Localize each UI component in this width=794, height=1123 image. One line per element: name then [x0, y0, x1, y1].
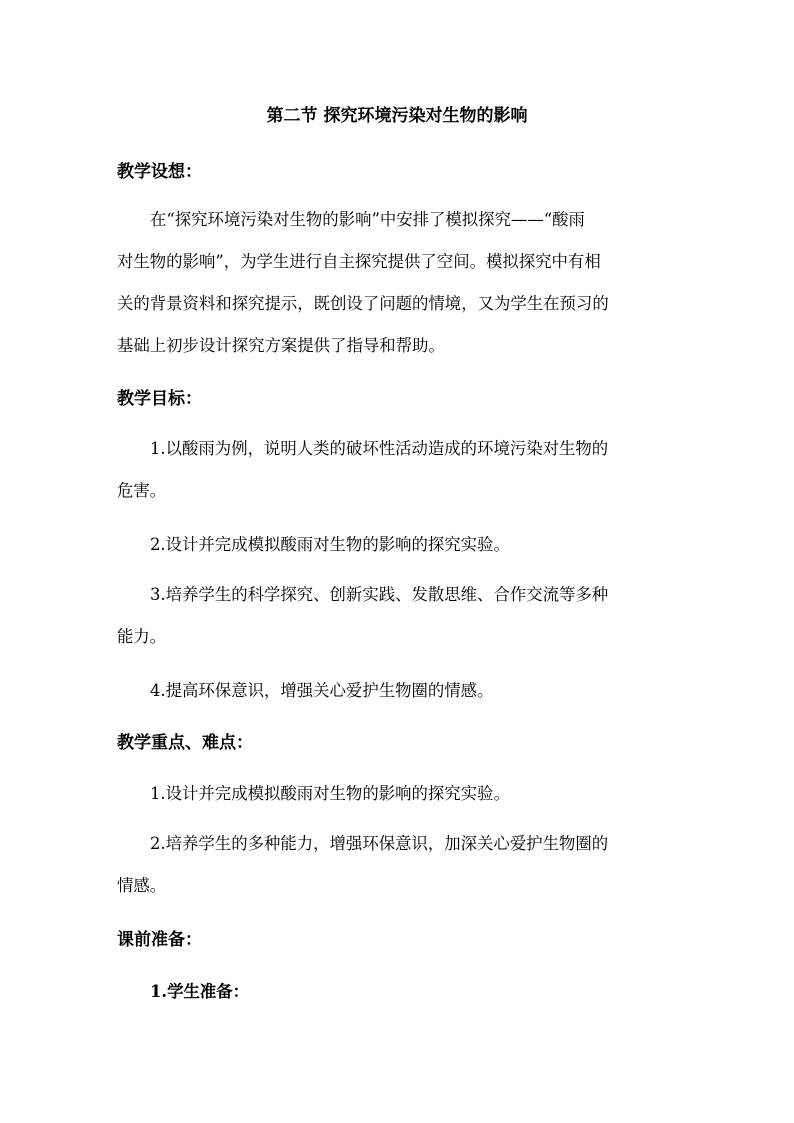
- paragraph-line: 基础上初步设计探究方案提供了指导和帮助。: [117, 336, 445, 355]
- list-item-line: 2.培养学生的多种能力，增强环保意识，加深关心爱护生物圈的: [150, 834, 609, 853]
- list-item-line: 情感。: [117, 876, 167, 895]
- list-item-line: 能力。: [117, 627, 167, 646]
- list-item-line: 1.以酸雨为例，说明人类的破坏性活动造成的环境污染对生物的: [150, 439, 609, 458]
- section-heading-design: 教学设想：: [117, 162, 202, 182]
- section-heading-prep: 课前准备：: [117, 930, 202, 950]
- section-heading-goals: 教学目标：: [117, 389, 202, 409]
- paragraph-line: 对生物的影响”，为学生进行自主探究提供了空间。模拟探究中有相: [117, 252, 601, 271]
- prep-item-1: 1.学生准备：: [150, 982, 250, 1001]
- section-heading-keypoints: 教学重点、难点：: [117, 733, 253, 753]
- goal-item-4: 4.提高环保意识，增强关心爱护生物圈的情感。: [150, 681, 494, 700]
- goal-item-2: 2.设计并完成模拟酸雨对生物的影响的探究实验。: [150, 535, 510, 554]
- paragraph-line: 在“探究环境污染对生物的影响”中安排了模拟探究——“酸雨: [150, 210, 585, 229]
- goal-item-3: [117, 574, 679, 658]
- list-item-line: 3.培养学生的科学探究、创新实践、发散思维、合作交流等多种: [150, 585, 609, 604]
- list-item-line: 危害。: [117, 481, 167, 500]
- keypoint-item-2: [117, 823, 679, 907]
- keypoint-item-1: 1.设计并完成模拟酸雨对生物的影响的探究实验。: [150, 784, 510, 803]
- page-title: 第二节 探究环境污染对生物的影响: [266, 106, 528, 126]
- design-paragraph: [117, 199, 679, 367]
- goal-item-1: [117, 428, 679, 512]
- paragraph-line: 关的背景资料和探究提示，既创设了问题的情境，又为学生在预习的: [117, 294, 609, 313]
